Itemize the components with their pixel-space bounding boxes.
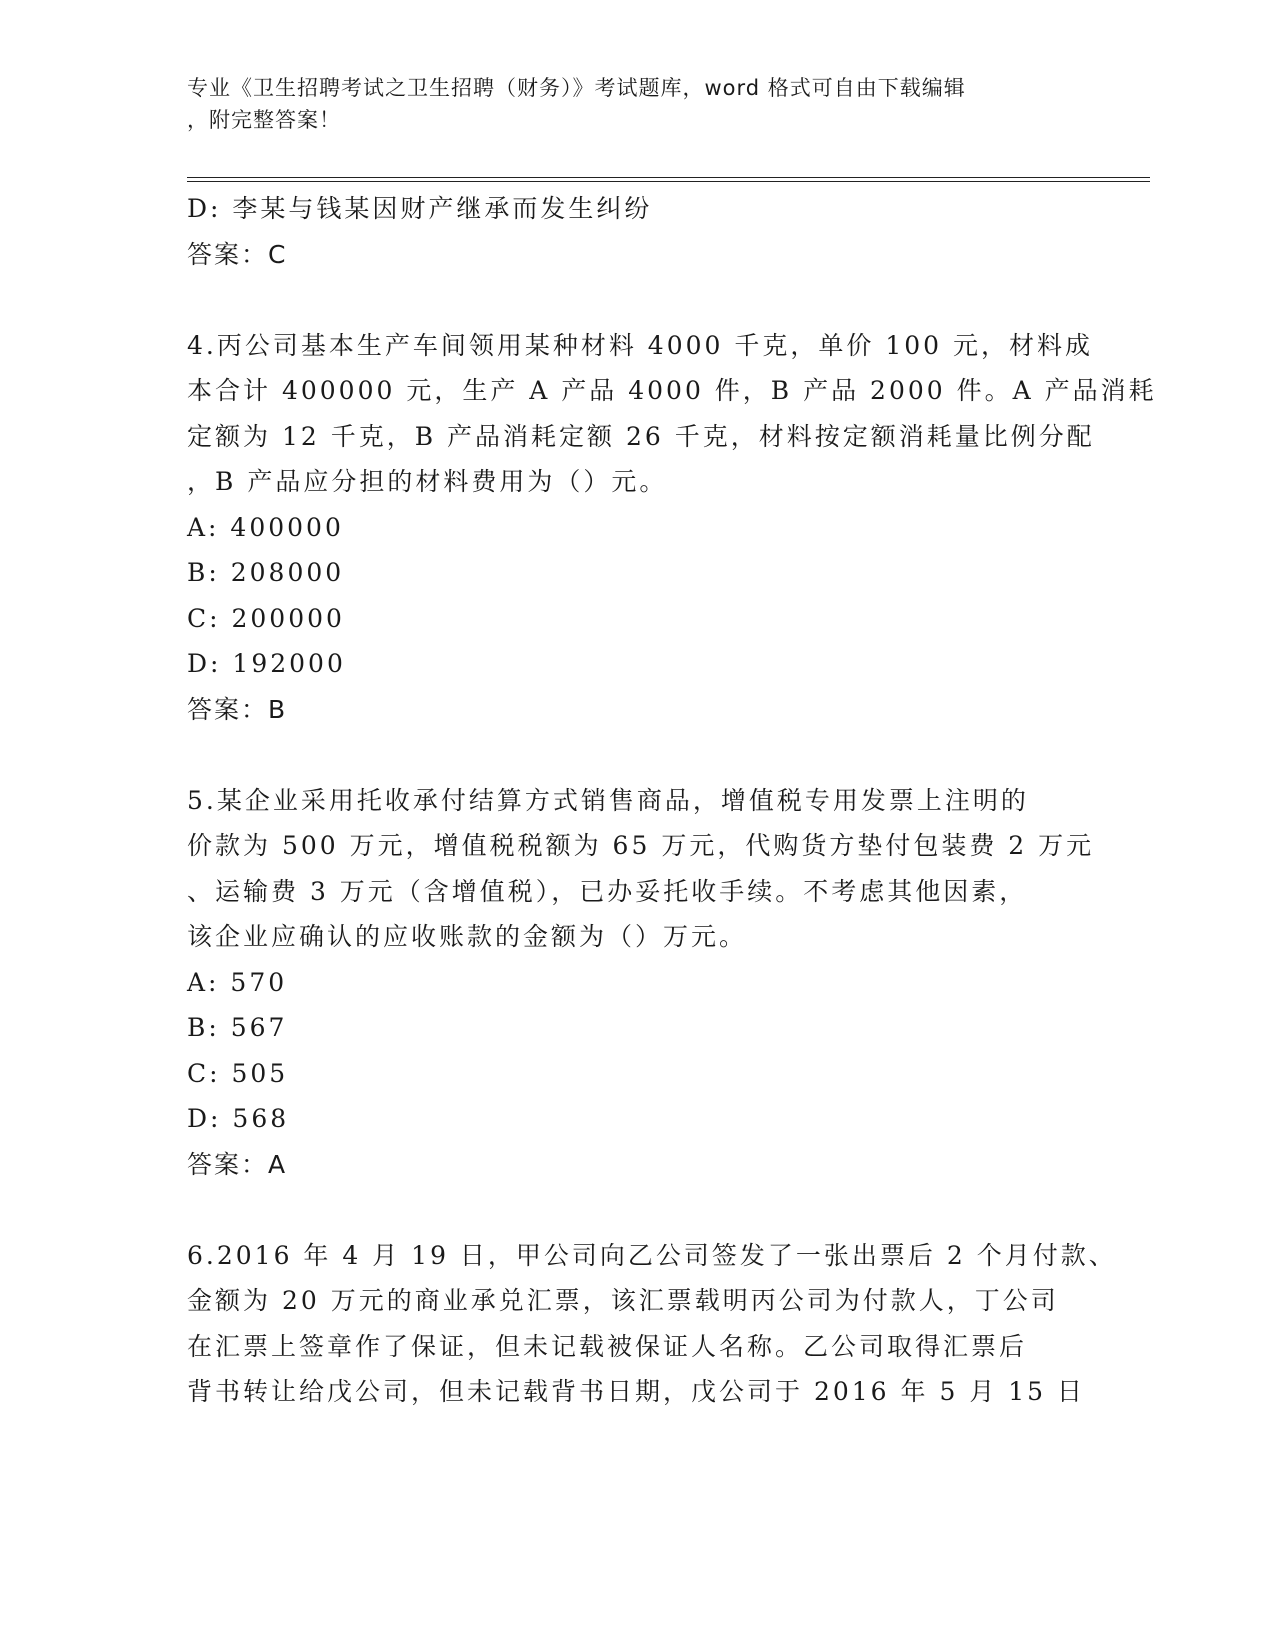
answer: 答案：B [187, 694, 288, 724]
answer: 答案：A [187, 1149, 288, 1179]
question-4 [187, 323, 1157, 733]
question-6 [187, 1233, 1117, 1415]
answer: 答案：C [187, 239, 288, 269]
option-d: D: 568 [187, 1104, 290, 1133]
question-text-line: 背书转让给戊公司，但未记载背书日期，戊公司于 2016 年 5 月 15 日 [187, 1377, 1086, 1406]
spacer [187, 1187, 1087, 1233]
question-text-line: 5.某企业采用托收承付结算方式销售商品，增值税专用发票上注明的 [187, 785, 1029, 815]
question-text-line: 在汇票上签章作了保证，但未记载被保证人名称。乙公司取得汇票后 [187, 1331, 1028, 1361]
question-text-line: 金额为 20 万元的商业承兑汇票，该汇票载明丙公司为付款人，丁公司 [187, 1286, 1059, 1315]
option-d: D: 李某与钱某因财产继承而发生纠纷 [187, 194, 653, 223]
header-line-2: ，附完整答案！ [187, 108, 341, 132]
question-3 [187, 186, 1087, 277]
spacer [187, 732, 1087, 778]
question-text-line: 、运输费 3 万元（含增值税），已办妥托收手续。不考虑其他因素， [187, 876, 1028, 906]
question-text-line: 定额为 12 千克，B 产品消耗定额 26 千克，材料按定额消耗量比例分配 [187, 421, 1095, 451]
header-double-rule [187, 177, 1150, 182]
question-text-line: 价款为 500 万元，增值税税额为 65 万元，代购货方垫付包装费 2 万元 [187, 831, 1095, 860]
option-a: A: 400000 [187, 512, 344, 542]
option-d: D: 192000 [187, 649, 346, 678]
option-a: A: 570 [187, 967, 288, 997]
question-text-line: 6.2016 年 4 月 19 日，甲公司向乙公司签发了一张出票后 2 个月付款、 [187, 1240, 1117, 1270]
header-line-1: 专业《卫生招聘考试之卫生招聘（财务）》考试题库，word 格式可自由下载编辑 [187, 76, 966, 100]
question-text-line: 本合计 400000 元，生产 A 产品 4000 件，B 产品 2000 件。A 产品消耗 [187, 376, 1157, 405]
option-c: C: 505 [187, 1058, 289, 1088]
spacer [187, 277, 1087, 323]
option-c: C: 200000 [187, 603, 345, 633]
option-b: B: 567 [187, 1013, 288, 1042]
option-b: B: 208000 [187, 558, 345, 587]
question-text-line: ，B 产品应分担的材料费用为（）元。 [187, 467, 668, 496]
header-note [187, 72, 1087, 136]
document-content [187, 186, 1157, 1415]
question-text-line: 该企业应确认的应收账款的金额为（）万元。 [187, 922, 748, 951]
question-5 [187, 778, 1095, 1188]
question-text-line: 4.丙公司基本生产车间领用某种材料 4000 千克，单价 100 元，材料成 [187, 330, 1093, 360]
